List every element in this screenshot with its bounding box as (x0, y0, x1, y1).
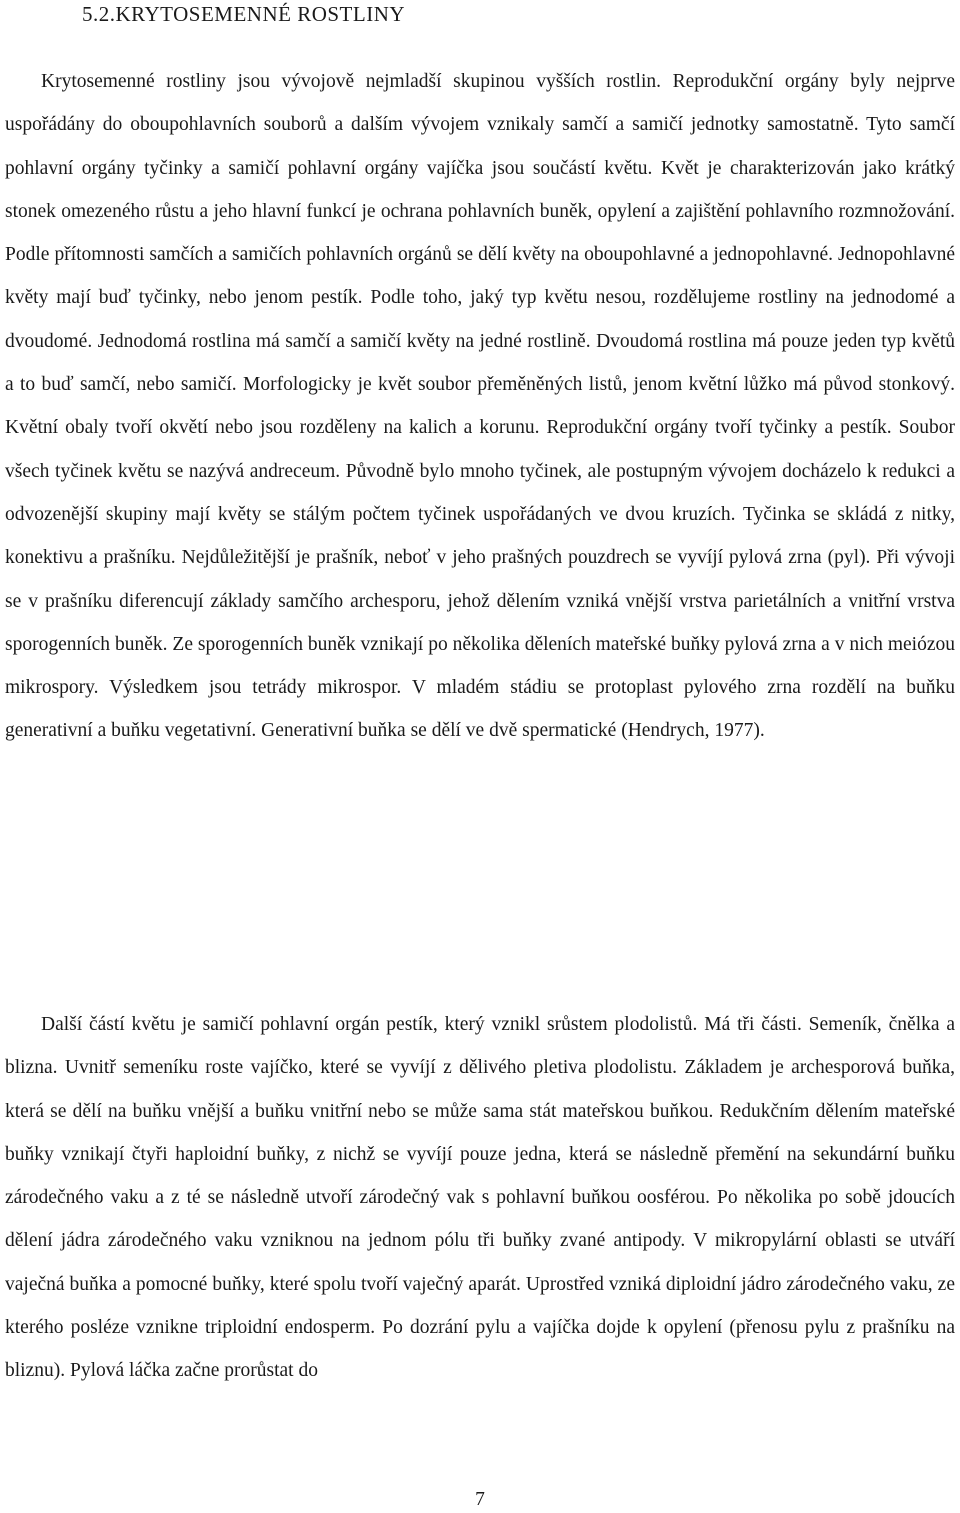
body-paragraph-1: Krytosemenné rostliny jsou vývojově nejmladší skupinou vyšších rostlin. Reprodukční orgány byly nejprve uspořádány do oboupohlavních souborů a dalším vývojem vznikaly samčí a samičí jednotky samostatně. Tyto samčí pohlavní orgány tyčinky a samičí pohlavní orgány vajíčka jsou součástí květu. Květ je charakterizován jako krátký stonek omezeného růstu a jeho hlavní funkcí je ochrana pohlavních buněk, opylení a zajištění pohlavního rozmnožování. Podle přítomnosti samčích a samičích pohlavních orgánů se dělí květy na oboupohlavné a jednopohlavné. Jednopohlavné květy mají buď tyčinky, nebo jenom pestík. Podle toho, jaký typ květu nesou, rozdělujeme rostliny na jednodomé a dvoudomé. Jednodomá rostlina má samčí a samičí květy na jedné rostlině. Dvoudomá rostlina má pouze jeden typ květů a to buď samčí, nebo samičí. Morfologicky je květ soubor přeměněných listů, jenom květní lůžko má původ stonkový. Květní obaly tvoří okvětí nebo jsou rozděleny na kalich a korunu. Reprodukční orgány tvoří tyčinky a pestík. Soubor všech tyčinek květu se nazývá andreceum. Původně bylo mnoho tyčinek, ale postupným vývojem docházelo k redukci a odvozenější skupiny mají květy se stálým počtem tyčinek uspořádaných ve dvou kruzích. Tyčinka se skládá z nitky, konektivu a prašníku. Nejdůležitější je prašník, neboť v jeho prašných pouzdrech se vyvíjí pylová zrna (pyl). Při vývoji se v prašníku diferencují základy samčího archesporu, jehož dělením vzniká vnější vrstva parietálních a vnitřní vrstva sporogenních buněk. Ze sporogenních buněk vznikají po několika děleních mateřské buňky pylová zrna a v nich meiózou mikrospory. Výsledkem jsou tetrády mikrospor. V mladém stádiu se protoplast pylového zrna rozdělí na buňku generativní a buňku vegetativní. Generativní buňka se dělí ve dvě spermatické (Hendrych, 1977). (5, 71, 955, 742)
section-heading: 5.2.KRYTOSEMENNÉ ROSTLINY (82, 2, 406, 26)
page-number: 7 (475, 1489, 485, 1510)
body-paragraph-2: Další částí květu je samičí pohlavní orgán pestík, který vznikl srůstem plodolistů. Má tři části. Semeník, čnělka a blizna. Uvnitř semeníku roste vajíčko, které se vyvíjí z dělivého pletiva plodolistu. Základem je archesporová buňka, která se dělí na buňku vnější a buňku vnitřní nebo se může sama stát mateřskou buňkou. Redukčním dělením mateřské buňky vznikají čtyři haploidní buňky, z nichž se vyvíjí pouze jedna, která se následně přemění na sekundární buňku zárodečného vaku a z té se následně utvoří zárodečný vak s pohlavní buňkou oosférou. Po několika po sobě jdoucích dělení jádra zárodečného vaku vzniknou na jednom pólu tři buňky zvané antipody. V mikropylární oblasti se utváří vaječná buňka a pomocné buňky, které spolu tvoří vaječný aparát. Uprostřed vzniká diploidní jádro zárodečného vaku, ze kterého posléze vznikne triploidní endosperm. Po dozrání pylu a vajíčka dojde k opylení (přenosu pylu z prašníku na bliznu). Pylová láčka začne prorůstat do (5, 1014, 955, 1382)
